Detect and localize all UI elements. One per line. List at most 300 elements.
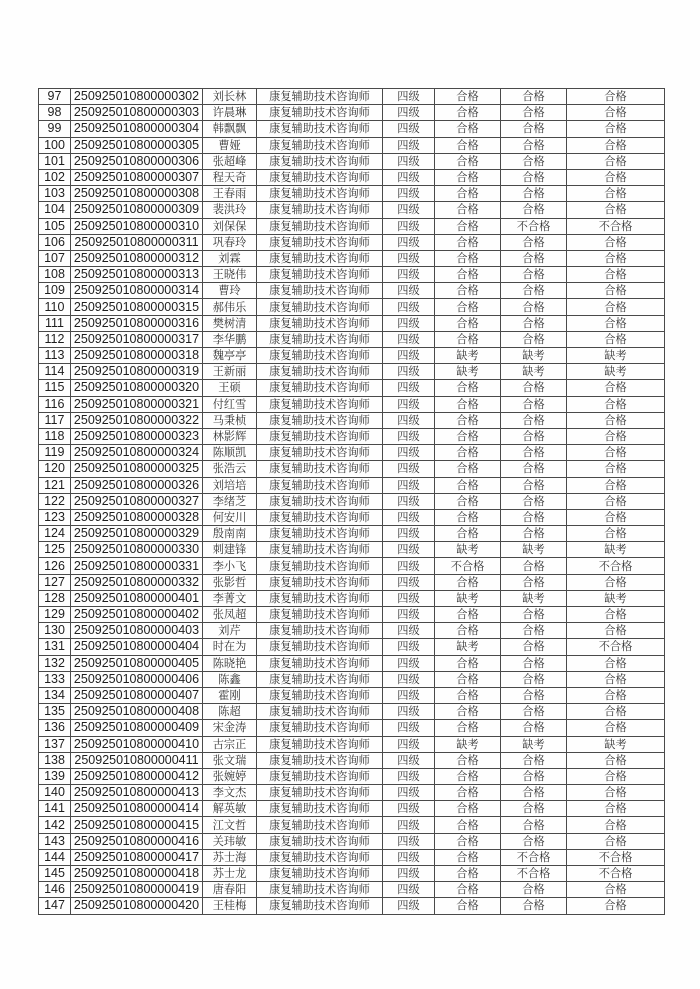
table-row (39, 526, 665, 542)
table-row (39, 882, 665, 898)
table-row (39, 428, 665, 444)
candidate-name: 刘霖 (203, 250, 257, 266)
candidate-name: 陈晓艳 (203, 655, 257, 671)
skill-result: 合格 (501, 234, 567, 250)
overall-result: 合格 (567, 283, 665, 299)
skill-result: 不合格 (501, 218, 567, 234)
skill-result: 合格 (501, 428, 567, 444)
candidate-name: 张婉婷 (203, 768, 257, 784)
table-row (39, 89, 665, 105)
table-row (39, 105, 665, 121)
table-row (39, 445, 665, 461)
occupation: 康复辅助技术咨询师 (257, 882, 383, 898)
level: 四级 (383, 412, 435, 428)
candidate-name: 关玮敏 (203, 833, 257, 849)
candidate-name: 李文杰 (203, 785, 257, 801)
row-number: 110 (39, 299, 71, 315)
candidate-name: 苏士龙 (203, 866, 257, 882)
candidate-name: 殷南南 (203, 526, 257, 542)
candidate-name: 程天奇 (203, 169, 257, 185)
level: 四级 (383, 396, 435, 412)
candidate-name: 郝伟乐 (203, 299, 257, 315)
candidate-name: 陈超 (203, 704, 257, 720)
candidate-name: 王晓伟 (203, 267, 257, 283)
table-row (39, 234, 665, 250)
table-row (39, 720, 665, 736)
overall-result: 合格 (567, 785, 665, 801)
skill-result: 合格 (501, 801, 567, 817)
level: 四级 (383, 866, 435, 882)
candidate-name: 王硕 (203, 380, 257, 396)
theory-result: 合格 (435, 428, 501, 444)
row-number: 107 (39, 250, 71, 266)
skill-result: 合格 (501, 331, 567, 347)
overall-result: 合格 (567, 315, 665, 331)
occupation: 康复辅助技术咨询师 (257, 590, 383, 606)
occupation: 康复辅助技术咨询师 (257, 704, 383, 720)
skill-result: 缺考 (501, 590, 567, 606)
overall-result: 合格 (567, 121, 665, 137)
candidate-id: 250925010800000418 (71, 866, 203, 882)
theory-result: 合格 (435, 687, 501, 703)
table-row (39, 396, 665, 412)
level: 四级 (383, 882, 435, 898)
candidate-id: 250925010800000314 (71, 283, 203, 299)
candidate-id: 250925010800000406 (71, 671, 203, 687)
table-row (39, 607, 665, 623)
occupation: 康复辅助技术咨询师 (257, 542, 383, 558)
table-row (39, 736, 665, 752)
table-row (39, 639, 665, 655)
level: 四级 (383, 283, 435, 299)
theory-result: 合格 (435, 218, 501, 234)
overall-result: 不合格 (567, 639, 665, 655)
row-number: 134 (39, 687, 71, 703)
row-number: 102 (39, 169, 71, 185)
skill-result: 合格 (501, 153, 567, 169)
skill-result: 缺考 (501, 542, 567, 558)
candidate-name: 韩飘飘 (203, 121, 257, 137)
occupation: 康复辅助技术咨询师 (257, 445, 383, 461)
level: 四级 (383, 299, 435, 315)
level: 四级 (383, 364, 435, 380)
overall-result: 合格 (567, 752, 665, 768)
occupation: 康复辅助技术咨询师 (257, 461, 383, 477)
theory-result: 合格 (435, 671, 501, 687)
candidate-name: 许晨琳 (203, 105, 257, 121)
occupation: 康复辅助技术咨询师 (257, 655, 383, 671)
occupation: 康复辅助技术咨询师 (257, 250, 383, 266)
occupation: 康复辅助技术咨询师 (257, 186, 383, 202)
candidate-name: 曹玲 (203, 283, 257, 299)
candidate-id: 250925010800000403 (71, 623, 203, 639)
occupation: 康复辅助技术咨询师 (257, 736, 383, 752)
overall-result: 合格 (567, 477, 665, 493)
skill-result: 缺考 (501, 364, 567, 380)
overall-result: 合格 (567, 428, 665, 444)
candidate-id: 250925010800000326 (71, 477, 203, 493)
candidate-id: 250925010800000310 (71, 218, 203, 234)
level: 四级 (383, 607, 435, 623)
theory-result: 合格 (435, 461, 501, 477)
overall-result: 合格 (567, 768, 665, 784)
overall-result: 合格 (567, 202, 665, 218)
table-row (39, 202, 665, 218)
occupation: 康复辅助技术咨询师 (257, 817, 383, 833)
candidate-name: 李菁文 (203, 590, 257, 606)
theory-result: 合格 (435, 623, 501, 639)
occupation: 康复辅助技术咨询师 (257, 89, 383, 105)
theory-result: 合格 (435, 526, 501, 542)
table-row (39, 833, 665, 849)
candidate-id: 250925010800000324 (71, 445, 203, 461)
theory-result: 合格 (435, 866, 501, 882)
row-number: 146 (39, 882, 71, 898)
theory-result: 合格 (435, 315, 501, 331)
candidate-name: 李绪芝 (203, 493, 257, 509)
candidate-name: 曹娅 (203, 137, 257, 153)
candidate-name: 何安川 (203, 509, 257, 525)
candidate-id: 250925010800000412 (71, 768, 203, 784)
row-number: 124 (39, 526, 71, 542)
table-row (39, 801, 665, 817)
overall-result: 合格 (567, 671, 665, 687)
level: 四级 (383, 509, 435, 525)
level: 四级 (383, 234, 435, 250)
level: 四级 (383, 704, 435, 720)
candidate-id: 250925010800000320 (71, 380, 203, 396)
theory-result: 合格 (435, 153, 501, 169)
occupation: 康复辅助技术咨询师 (257, 137, 383, 153)
skill-result: 合格 (501, 526, 567, 542)
skill-result: 合格 (501, 380, 567, 396)
level: 四级 (383, 655, 435, 671)
level: 四级 (383, 817, 435, 833)
occupation: 康复辅助技术咨询师 (257, 218, 383, 234)
theory-result: 缺考 (435, 639, 501, 655)
candidate-name: 裴洪玲 (203, 202, 257, 218)
overall-result: 合格 (567, 445, 665, 461)
skill-result: 合格 (501, 250, 567, 266)
level: 四级 (383, 331, 435, 347)
candidate-name: 张文瑞 (203, 752, 257, 768)
candidate-id: 250925010800000416 (71, 833, 203, 849)
skill-result: 缺考 (501, 736, 567, 752)
row-number: 120 (39, 461, 71, 477)
table-row (39, 752, 665, 768)
theory-result: 合格 (435, 493, 501, 509)
skill-result: 合格 (501, 412, 567, 428)
skill-result: 合格 (501, 558, 567, 574)
overall-result: 不合格 (567, 218, 665, 234)
theory-result: 合格 (435, 89, 501, 105)
row-number: 132 (39, 655, 71, 671)
occupation: 康复辅助技术咨询师 (257, 720, 383, 736)
occupation: 康复辅助技术咨询师 (257, 526, 383, 542)
overall-result: 缺考 (567, 590, 665, 606)
skill-result: 合格 (501, 89, 567, 105)
level: 四级 (383, 315, 435, 331)
row-number: 143 (39, 833, 71, 849)
table-row (39, 623, 665, 639)
theory-result: 合格 (435, 849, 501, 865)
overall-result: 合格 (567, 89, 665, 105)
theory-result: 合格 (435, 785, 501, 801)
row-number: 122 (39, 493, 71, 509)
candidate-name: 王新丽 (203, 364, 257, 380)
candidate-id: 250925010800000321 (71, 396, 203, 412)
table-row (39, 348, 665, 364)
occupation: 康复辅助技术咨询师 (257, 234, 383, 250)
theory-result: 合格 (435, 898, 501, 914)
row-number: 121 (39, 477, 71, 493)
theory-result: 合格 (435, 331, 501, 347)
level: 四级 (383, 250, 435, 266)
occupation: 康复辅助技术咨询师 (257, 153, 383, 169)
overall-result: 不合格 (567, 849, 665, 865)
candidate-id: 250925010800000405 (71, 655, 203, 671)
table-row (39, 785, 665, 801)
candidate-id: 250925010800000308 (71, 186, 203, 202)
candidate-name: 刘长林 (203, 89, 257, 105)
level: 四级 (383, 105, 435, 121)
skill-result: 合格 (501, 898, 567, 914)
table-row (39, 121, 665, 137)
candidate-id: 250925010800000413 (71, 785, 203, 801)
candidate-id: 250925010800000332 (71, 574, 203, 590)
candidate-id: 250925010800000319 (71, 364, 203, 380)
overall-result: 缺考 (567, 736, 665, 752)
level: 四级 (383, 833, 435, 849)
level: 四级 (383, 623, 435, 639)
level: 四级 (383, 348, 435, 364)
row-number: 147 (39, 898, 71, 914)
overall-result: 合格 (567, 250, 665, 266)
overall-result: 合格 (567, 153, 665, 169)
row-number: 137 (39, 736, 71, 752)
overall-result: 合格 (567, 331, 665, 347)
theory-result: 合格 (435, 267, 501, 283)
candidate-id: 250925010800000309 (71, 202, 203, 218)
level: 四级 (383, 785, 435, 801)
candidate-name: 付红雪 (203, 396, 257, 412)
overall-result: 合格 (567, 396, 665, 412)
level: 四级 (383, 218, 435, 234)
theory-result: 合格 (435, 720, 501, 736)
table-row (39, 655, 665, 671)
row-number: 114 (39, 364, 71, 380)
candidate-name: 刘芹 (203, 623, 257, 639)
level: 四级 (383, 428, 435, 444)
skill-result: 合格 (501, 315, 567, 331)
table-row (39, 299, 665, 315)
level: 四级 (383, 477, 435, 493)
theory-result: 合格 (435, 202, 501, 218)
candidate-name: 巩春玲 (203, 234, 257, 250)
overall-result: 合格 (567, 137, 665, 153)
row-number: 129 (39, 607, 71, 623)
skill-result: 合格 (501, 574, 567, 590)
row-number: 104 (39, 202, 71, 218)
occupation: 康复辅助技术咨询师 (257, 509, 383, 525)
table-row (39, 590, 665, 606)
occupation: 康复辅助技术咨询师 (257, 687, 383, 703)
level: 四级 (383, 121, 435, 137)
row-number: 136 (39, 720, 71, 736)
skill-result: 合格 (501, 833, 567, 849)
level: 四级 (383, 849, 435, 865)
table-row (39, 866, 665, 882)
candidate-id: 250925010800000401 (71, 590, 203, 606)
level: 四级 (383, 461, 435, 477)
theory-result: 合格 (435, 817, 501, 833)
candidate-name: 魏亭亭 (203, 348, 257, 364)
candidate-name: 江文哲 (203, 817, 257, 833)
theory-result: 合格 (435, 477, 501, 493)
candidate-id: 250925010800000315 (71, 299, 203, 315)
table-row (39, 461, 665, 477)
occupation: 康复辅助技术咨询师 (257, 639, 383, 655)
candidate-id: 250925010800000415 (71, 817, 203, 833)
occupation: 康复辅助技术咨询师 (257, 623, 383, 639)
skill-result: 合格 (501, 882, 567, 898)
theory-result: 合格 (435, 833, 501, 849)
table-row (39, 493, 665, 509)
level: 四级 (383, 574, 435, 590)
row-number: 108 (39, 267, 71, 283)
skill-result: 合格 (501, 477, 567, 493)
table-row (39, 267, 665, 283)
table-row (39, 186, 665, 202)
skill-result: 合格 (501, 461, 567, 477)
table-body (39, 89, 665, 915)
row-number: 127 (39, 574, 71, 590)
candidate-name: 刘培培 (203, 477, 257, 493)
candidate-id: 250925010800000317 (71, 331, 203, 347)
level: 四级 (383, 542, 435, 558)
occupation: 康复辅助技术咨询师 (257, 671, 383, 687)
candidate-name: 陈鑫 (203, 671, 257, 687)
table-row (39, 849, 665, 865)
occupation: 康复辅助技术咨询师 (257, 768, 383, 784)
table-row (39, 898, 665, 914)
candidate-name: 刘保保 (203, 218, 257, 234)
row-number: 116 (39, 396, 71, 412)
candidate-id: 250925010800000302 (71, 89, 203, 105)
candidate-id: 250925010800000411 (71, 752, 203, 768)
overall-result: 合格 (567, 267, 665, 283)
table-row (39, 574, 665, 590)
overall-result: 合格 (567, 105, 665, 121)
level: 四级 (383, 526, 435, 542)
row-number: 125 (39, 542, 71, 558)
skill-result: 合格 (501, 509, 567, 525)
theory-result: 合格 (435, 412, 501, 428)
level: 四级 (383, 736, 435, 752)
overall-result: 合格 (567, 186, 665, 202)
row-number: 98 (39, 105, 71, 121)
occupation: 康复辅助技术咨询师 (257, 849, 383, 865)
table-row (39, 380, 665, 396)
theory-result: 合格 (435, 704, 501, 720)
skill-result: 不合格 (501, 866, 567, 882)
candidate-name: 陈顺凯 (203, 445, 257, 461)
candidate-id: 250925010800000414 (71, 801, 203, 817)
occupation: 康复辅助技术咨询师 (257, 169, 383, 185)
skill-result: 合格 (501, 121, 567, 137)
row-number: 144 (39, 849, 71, 865)
row-number: 109 (39, 283, 71, 299)
level: 四级 (383, 558, 435, 574)
occupation: 康复辅助技术咨询师 (257, 428, 383, 444)
level: 四级 (383, 202, 435, 218)
candidate-name: 霍刚 (203, 687, 257, 703)
theory-result: 合格 (435, 283, 501, 299)
table-row (39, 671, 665, 687)
candidate-id: 250925010800000410 (71, 736, 203, 752)
exam-results-table (38, 88, 665, 915)
theory-result: 缺考 (435, 364, 501, 380)
overall-result: 合格 (567, 234, 665, 250)
theory-result: 缺考 (435, 542, 501, 558)
occupation: 康复辅助技术咨询师 (257, 202, 383, 218)
occupation: 康复辅助技术咨询师 (257, 558, 383, 574)
table-row (39, 218, 665, 234)
candidate-id: 250925010800000316 (71, 315, 203, 331)
skill-result: 不合格 (501, 849, 567, 865)
overall-result: 合格 (567, 720, 665, 736)
row-number: 97 (39, 89, 71, 105)
level: 四级 (383, 89, 435, 105)
candidate-id: 250925010800000325 (71, 461, 203, 477)
table-row (39, 477, 665, 493)
skill-result: 合格 (501, 607, 567, 623)
theory-result: 合格 (435, 655, 501, 671)
candidate-id: 250925010800000402 (71, 607, 203, 623)
row-number: 135 (39, 704, 71, 720)
candidate-id: 250925010800000306 (71, 153, 203, 169)
candidate-name: 解英敏 (203, 801, 257, 817)
candidate-name: 樊树清 (203, 315, 257, 331)
level: 四级 (383, 137, 435, 153)
overall-result: 合格 (567, 526, 665, 542)
candidate-id: 250925010800000329 (71, 526, 203, 542)
level: 四级 (383, 720, 435, 736)
level: 四级 (383, 801, 435, 817)
occupation: 康复辅助技术咨询师 (257, 396, 383, 412)
candidate-name: 张影哲 (203, 574, 257, 590)
theory-result: 合格 (435, 380, 501, 396)
theory-result: 合格 (435, 234, 501, 250)
candidate-id: 250925010800000305 (71, 137, 203, 153)
candidate-id: 250925010800000408 (71, 704, 203, 720)
theory-result: 合格 (435, 121, 501, 137)
candidate-name: 古宗正 (203, 736, 257, 752)
level: 四级 (383, 169, 435, 185)
table-row (39, 509, 665, 525)
row-number: 140 (39, 785, 71, 801)
theory-result: 合格 (435, 299, 501, 315)
candidate-name: 王春雨 (203, 186, 257, 202)
occupation: 康复辅助技术咨询师 (257, 493, 383, 509)
overall-result: 缺考 (567, 364, 665, 380)
level: 四级 (383, 380, 435, 396)
occupation: 康复辅助技术咨询师 (257, 331, 383, 347)
theory-result: 合格 (435, 752, 501, 768)
theory-result: 合格 (435, 768, 501, 784)
occupation: 康复辅助技术咨询师 (257, 299, 383, 315)
table-row (39, 817, 665, 833)
